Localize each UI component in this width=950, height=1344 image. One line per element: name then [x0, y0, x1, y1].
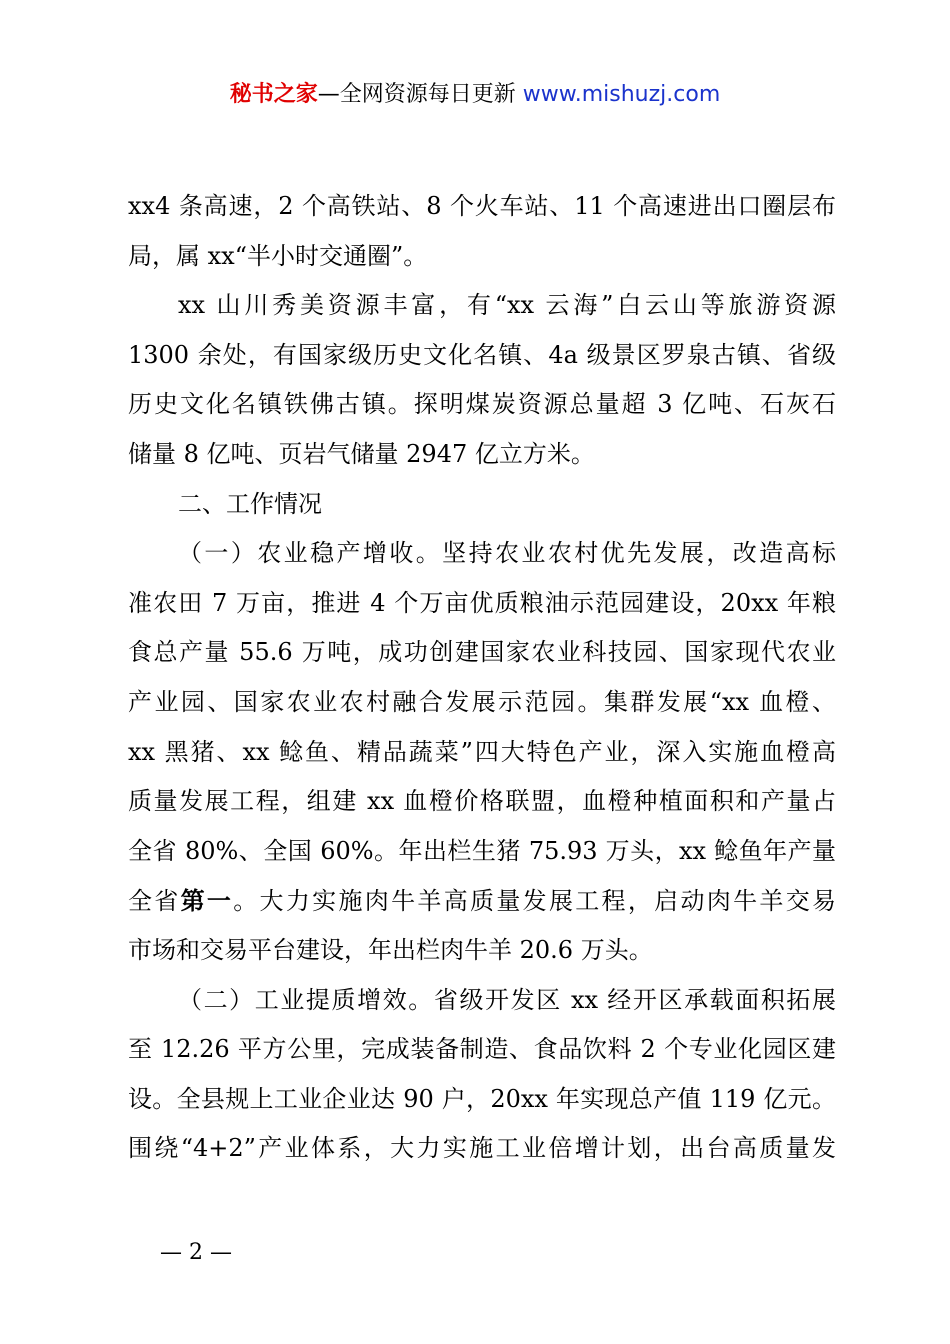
text-fragment: 。大力实施肉牛羊高质量发展工程，启动肉牛羊交易: [233, 887, 836, 916]
text-line: 储量 8 亿吨、页岩气储量 2947 亿立方米。: [128, 439, 595, 468]
text-line: 围绕“4+2”产业体系，大力实施工业倍增计划，出台高质量发: [128, 1134, 836, 1163]
text-line: xx 黑猪、xx 鲶鱼、精品蔬菜”四大特色产业，深入实施血橙高: [128, 737, 836, 766]
text-line: 产业园、国家农业农村融合发展示范园。集群发展“xx 血橙、: [128, 687, 836, 716]
text-line: 设。全县规上工业企业达 90 户，20xx 年实现总产值 119 亿元。: [128, 1084, 836, 1113]
text-line: xx4 条高速，2 个高铁站、8 个火车站、11 个高速进出口圈层布: [128, 192, 836, 220]
text-line: 全省 80%、全国 60%。年出栏生猪 75.93 万头，xx 鲶鱼年产量: [128, 836, 836, 865]
text-line: 历史文化名镇铁佛古镇。探明煤炭资源总量超 3 亿吨、石灰石: [128, 390, 836, 419]
text-line: 至 12.26 平方公里，完成装备制造、食品饮料 2 个专业化园区建: [128, 1035, 836, 1064]
site-tagline: —全网资源每日更新: [317, 82, 523, 107]
site-url: www.mishuzj.com: [522, 82, 721, 107]
text-line: （一）农业稳产增收。坚持农业农村优先发展，改造高标: [178, 539, 836, 568]
section-heading: 二、工作情况: [178, 489, 322, 518]
site-brand: 秘书之家: [229, 82, 318, 107]
document-body: [128, 182, 836, 1174]
text-fragment: 全省: [128, 887, 181, 916]
text-line: 市场和交易平台建设，年出栏肉牛羊 20.6 万头。: [128, 935, 653, 964]
text-line: [128, 876, 836, 926]
text-line: xx 山川秀美资源丰富，有“xx 云海”白云山等旅游资源: [178, 291, 836, 320]
text-line: 准农田 7 万亩，推进 4 个万亩优质粮油示范园建设，20xx 年粮: [128, 588, 836, 617]
text-line: 1300 余处，有国家级历史文化名镇、4a 级景区罗泉古镇、省级: [128, 340, 836, 369]
site-header: [0, 78, 950, 112]
text-line: 质量发展工程，组建 xx 血橙价格联盟，血橙种植面积和产量占: [128, 787, 836, 816]
bold-text: 第一: [180, 886, 234, 916]
page-number: — 2 —: [160, 1240, 232, 1265]
text-line: 局，属 xx“半小时交通圈”。: [128, 241, 428, 270]
text-line: 食总产量 55.6 万吨，成功创建国家农业科技园、国家现代农业: [128, 638, 836, 667]
text-line: （二）工业提质增效。省级开发区 xx 经开区承载面积拓展: [178, 985, 836, 1014]
